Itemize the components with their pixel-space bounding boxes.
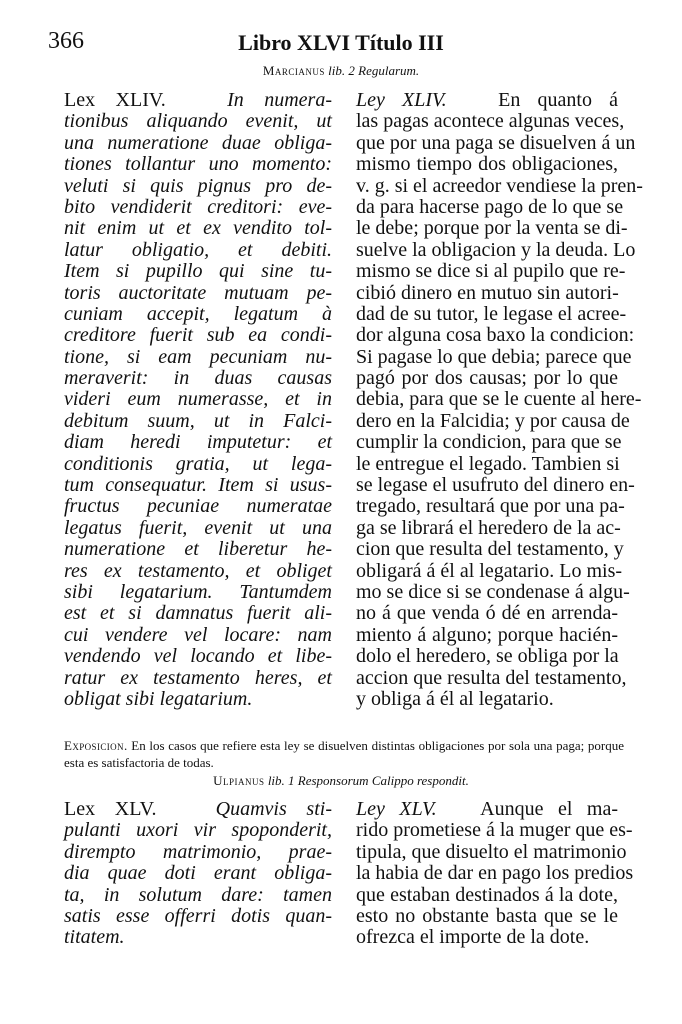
text-line bbox=[356, 799, 618, 820]
text-line: suelve la obligacion y la deuda. Lo bbox=[356, 238, 636, 261]
text-line: dirempto matrimonio, prae- bbox=[64, 840, 332, 863]
law-number: Ley XLV. bbox=[356, 798, 437, 820]
text-line: tum consequatur. Item si usus- bbox=[64, 474, 332, 497]
text-line: cumplir la condicion, para que se bbox=[356, 431, 622, 454]
latin-text-column bbox=[64, 90, 332, 710]
text-line: rido prometiese á la muger que es- bbox=[356, 819, 633, 842]
law-number: Lex XLV. bbox=[64, 798, 157, 820]
text-line: pulanti uxori vir spoponderit, bbox=[64, 819, 332, 842]
text-line: que estaban destinados á la dote, bbox=[356, 883, 618, 906]
text-line: diam heredi imputetur: et bbox=[64, 431, 332, 454]
line-text: Quamvis sti- bbox=[215, 798, 332, 820]
text-line: le entregue el legado. Tambien si bbox=[356, 452, 620, 475]
text-line: las pagas acontece algunas veces, bbox=[356, 110, 625, 133]
text-line: est et si damnatus fuerit ali- bbox=[64, 602, 332, 625]
text-line: que por una paga se disuelven á un bbox=[356, 131, 636, 154]
text-line: Si pagase lo que debia; parece que bbox=[356, 345, 632, 368]
text-line: Item si pupillo qui sine tu- bbox=[64, 260, 332, 283]
text-line: accion que resulta del testamento, bbox=[356, 666, 627, 689]
text-line: no á que venda ó dé en arrenda- bbox=[356, 602, 618, 625]
text-line: ofrezca el importe de la dote. bbox=[356, 926, 590, 949]
text-line: da para hacerse pago de lo que se bbox=[356, 195, 624, 218]
text-line: videri eum numerasse, et in bbox=[64, 388, 332, 411]
text-line: una numeratione duae obliga- bbox=[64, 131, 332, 154]
text-line: miento á alguno; porque hacién- bbox=[356, 623, 618, 646]
text-line: dia quae doti erant obliga- bbox=[64, 862, 332, 885]
text-line: mo se dice si se condenase á algu- bbox=[356, 580, 630, 603]
text-line: titatem. bbox=[64, 926, 125, 949]
exposicion-label: Exposicion. bbox=[64, 738, 128, 753]
source-work: lib. 2 Regularum. bbox=[328, 63, 420, 78]
text-line: fructus pecuniae numeratae bbox=[64, 495, 332, 518]
source-citation bbox=[0, 773, 682, 789]
text-line: sibi legatarium. Tantumdem bbox=[64, 580, 332, 603]
line-text: Aunque el ma- bbox=[480, 798, 618, 820]
text-line: cibió dinero en mutuo sin autori- bbox=[356, 281, 619, 304]
text-line: nit enim ut et ex vendito tol- bbox=[64, 217, 332, 240]
text-line: numeratione et liberetur he- bbox=[64, 538, 332, 561]
text-line: debitum suum, ut in Falci- bbox=[64, 409, 332, 432]
text-line: tione, si eam pecuniam nu- bbox=[64, 345, 332, 368]
text-line: cuniam accepit, legatum à bbox=[64, 302, 332, 325]
running-head: Libro XLVI Título III bbox=[238, 30, 444, 55]
text-line: res ex testamento, et obliget bbox=[64, 559, 332, 582]
page-number: 366 bbox=[48, 28, 84, 54]
text-line bbox=[356, 90, 618, 111]
spanish-text-column bbox=[356, 798, 634, 949]
source-work: lib. 1 Responsorum Calippo respondit. bbox=[267, 773, 469, 788]
text-line: v. g. si el acreedor vendiese la pren- bbox=[356, 174, 643, 197]
text-line: bito vendiderit creditori: eve- bbox=[64, 195, 332, 218]
exposicion-note bbox=[64, 737, 624, 771]
exposicion-text: En los casos que refiere esta ley se disuelven distintas obligaciones por sola una paga; porque esta es satisfactoria de todas. bbox=[64, 738, 625, 770]
law-number: Lex XLIV. bbox=[64, 89, 166, 111]
text-line bbox=[64, 90, 332, 111]
spanish-text-column bbox=[356, 89, 643, 710]
text-line: y obliga á él al legatario. bbox=[356, 687, 554, 710]
text-line: cui vendere vel locare: nam bbox=[64, 623, 332, 646]
text-line: tipula, que disuelto el matrimonio bbox=[356, 840, 627, 863]
text-line: dolo el heredero, se obliga por la bbox=[356, 645, 619, 668]
source-author: Marcianus bbox=[262, 63, 325, 78]
text-line: dor alguna cosa baxo la condicion: bbox=[356, 324, 635, 347]
law-number: Ley XLIV. bbox=[356, 89, 447, 111]
text-line: dad de su tutor, le legase el acree- bbox=[356, 302, 627, 325]
text-line: tionibus aliquando evenit, ut bbox=[64, 110, 332, 133]
text-line: vendendo vel locando et libe- bbox=[64, 645, 332, 668]
text-line: creditore fuerit sub ea condi- bbox=[64, 324, 332, 347]
text-line: la habia de dar en pago los predios bbox=[356, 862, 634, 885]
text-line: meraverit: in duas causas bbox=[64, 367, 332, 390]
text-line: dero en la Falcidia; y por causa de bbox=[356, 409, 630, 432]
text-line: se legase el usufruto del dinero en- bbox=[356, 474, 635, 497]
source-citation bbox=[0, 63, 682, 79]
text-line: satis esse offerri dotis quan- bbox=[64, 904, 332, 927]
text-line: ga se librará el heredero de la ac- bbox=[356, 516, 621, 539]
text-line: legatus fuerit, evenit ut una bbox=[64, 516, 332, 539]
text-line: le debe; porque por la venta se di- bbox=[356, 217, 628, 240]
text-line: pagó por dos causas; por lo que bbox=[356, 367, 618, 390]
text-line: tiones tollantur uno momento: bbox=[64, 153, 332, 176]
text-line: debia, para que se le cuente al here- bbox=[356, 388, 642, 411]
text-line: mismo tiempo dos obligaciones, bbox=[356, 153, 618, 176]
text-line: veluti si quis pignus pro de- bbox=[64, 174, 332, 197]
text-line: obligat sibi legatarium. bbox=[64, 687, 253, 710]
text-line: esto no obstante basta que se le bbox=[356, 904, 618, 927]
text-line bbox=[64, 799, 332, 820]
text-line: cion que resulta del testamento, y bbox=[356, 538, 624, 561]
line-text: En quanto á bbox=[498, 89, 619, 111]
source-author: Ulpianus bbox=[213, 773, 265, 788]
text-line: ratur ex testamento heres, et bbox=[64, 666, 332, 689]
latin-text-column bbox=[64, 799, 332, 949]
text-line: toris auctoritate mutuam pe- bbox=[64, 281, 332, 304]
line-text: In numera- bbox=[227, 89, 333, 111]
text-line: mismo se dice si al pupilo que re- bbox=[356, 260, 626, 283]
text-line: tregado, resultará que por una pa- bbox=[356, 495, 625, 518]
text-line: obligará á él al legatario. Lo mis- bbox=[356, 559, 623, 582]
text-line: conditionis gratia, ut lega- bbox=[64, 452, 332, 475]
text-line: latur obligatio, et debiti. bbox=[64, 238, 332, 261]
text-line: ta, in solutum dare: tamen bbox=[64, 883, 332, 906]
